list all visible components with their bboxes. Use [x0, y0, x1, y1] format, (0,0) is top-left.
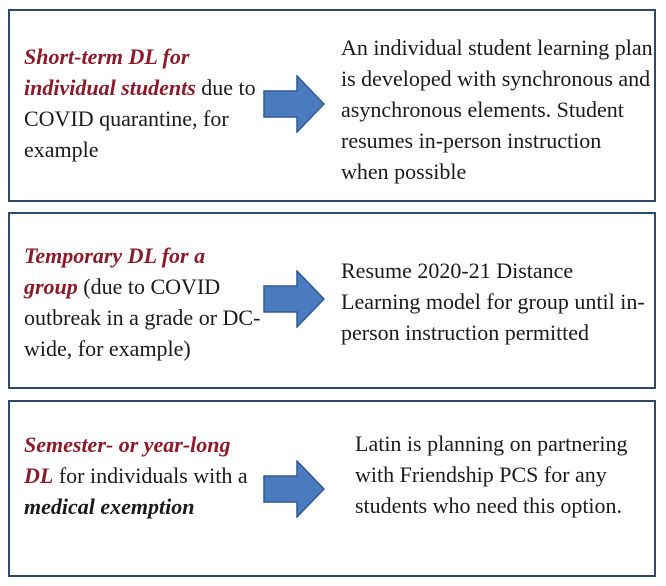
scenario-highlight: Short-term DL for individual students [24, 44, 196, 100]
scenario-detail: due to COVID quarantine, for example [24, 75, 256, 162]
scenario-detail: (due to COVID outbreak in a grade or DC-wide, for example) [24, 274, 261, 361]
scenario-response: Latin is planning on partnering with Friendship PCS for any students who need this option. [355, 431, 628, 518]
scenario-detail: for individuals with a [58, 463, 248, 488]
scenario-panel-temporary-group [8, 212, 656, 389]
scenario-label [24, 240, 264, 364]
scenario-highlight: Temporary DL for a group [24, 243, 206, 299]
scenario-emphasis: medical exemption [24, 494, 195, 519]
right-arrow-icon [263, 270, 325, 328]
right-arrow-icon [263, 460, 325, 518]
arrow-shape [264, 271, 324, 327]
right-arrow-icon [263, 75, 325, 133]
scenario-panel-semester-long [8, 400, 656, 577]
scenario-label [24, 429, 254, 522]
scenario-response: An individual student learning plan is developed with synchronous and asynchronous elements. Student resumes in-person instruction when possible [341, 35, 653, 184]
arrow-shape [264, 76, 324, 132]
scenario-response: Resume 2020-21 Distance Learning model for group until in-person instruction permitted [341, 258, 645, 345]
arrow-shape [264, 461, 324, 517]
scenario-label [24, 41, 264, 165]
scenario-highlight: Semester- or year-long DL [24, 432, 231, 488]
scenario-panel-short-term [8, 9, 656, 202]
